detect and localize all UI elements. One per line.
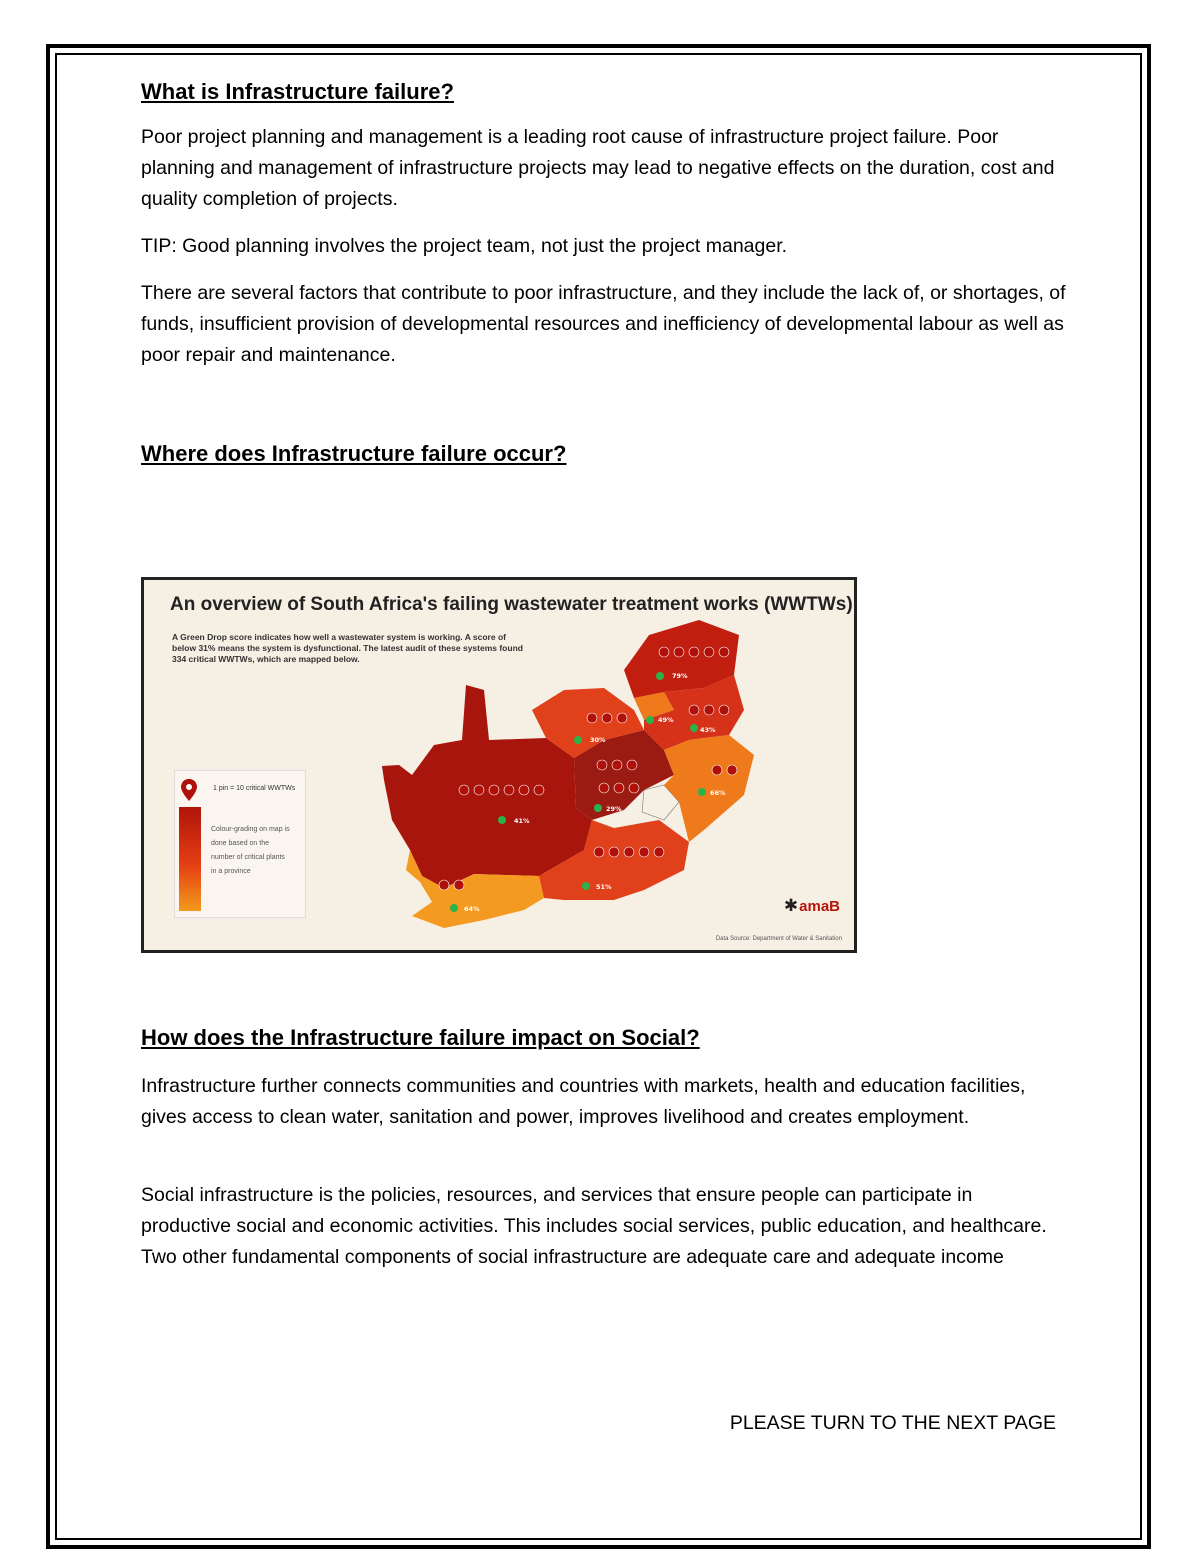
pin [719, 705, 729, 715]
pin [587, 713, 597, 723]
score-mpumalanga: 43% [700, 726, 716, 734]
pin [439, 880, 449, 890]
pin [674, 647, 684, 657]
pin [689, 647, 699, 657]
logo-text: amaB [799, 898, 840, 915]
drop-northern-cape [498, 816, 506, 824]
drop-eastern-cape [582, 882, 590, 890]
figure-subtitle: A Green Drop score indicates how well a wastewater system is working. A score of below 31% means the system is dysfunctional. The latest audit of these systems found 334 critical WWTWs, which are mapped below. [172, 632, 523, 664]
footer-next-page: PLEASE TURN TO THE NEXT PAGE [729, 1412, 1056, 1434]
paragraph-what-2: There are several factors that contribute to poor infrastructure, and they include the lack of, or shortages, of funds, insufficient provision of developmental resources and inefficiency of developmental labour as well as poor repair and maintenance. [141, 282, 1066, 366]
pin [599, 783, 609, 793]
pin [624, 847, 634, 857]
heading-where-failure: Where does Infrastructure failure occur? [141, 441, 567, 466]
pin [454, 880, 464, 890]
score-kwazulu-natal: 66% [710, 789, 726, 797]
pin [712, 765, 722, 775]
pin [659, 647, 669, 657]
pin [534, 785, 544, 795]
paragraph-how-2: Social infrastructure is the policies, resources, and services that ensure people can participate in productive social and economic activities. This includes social services, public education, and healthcare. Two other fundamental components of social infrastructure are adequate care and adequate income [141, 1184, 1047, 1268]
pin [689, 705, 699, 715]
wwtw-map-figure [141, 577, 857, 953]
legend-pin-icon [179, 775, 209, 805]
pin [504, 785, 514, 795]
pin [627, 760, 637, 770]
bug-icon: ✱ [783, 896, 799, 915]
pin [489, 785, 499, 795]
pin [704, 647, 714, 657]
pin [654, 847, 664, 857]
pin [614, 783, 624, 793]
legend-pin-label: 1 pin = 10 critical WWTWs [213, 785, 296, 792]
drop-western-cape [450, 904, 458, 912]
pin [597, 760, 607, 770]
paragraph-tip: TIP: Good planning involves the project team, not just the project manager. [141, 235, 788, 257]
score-free-state: 29% [606, 805, 622, 813]
legend-color-bar [179, 807, 201, 911]
pin [719, 647, 729, 657]
pin [459, 785, 469, 795]
pin [629, 783, 639, 793]
pins-north-west [587, 713, 627, 723]
pin [704, 705, 714, 715]
drop-gauteng [646, 716, 654, 724]
pin [612, 760, 622, 770]
score-gauteng: 49% [658, 716, 674, 724]
pins-mpumalanga [689, 705, 729, 715]
score-limpopo: 79% [672, 672, 688, 680]
heading-what-is-failure: What is Infrastructure failure? [141, 79, 454, 104]
pin [639, 847, 649, 857]
drop-free-state [594, 804, 602, 812]
paragraph-how-1: Infrastructure further connects communities and countries with markets, health and education facilities, gives access to clean water, sanitation and power, improves livelihood and creates employment. [141, 1075, 1026, 1128]
figure-title: An overview of South Africa's failing wastewater treatment works (WWTWs) [170, 594, 853, 615]
pin [602, 713, 612, 723]
pin [727, 765, 737, 775]
drop-north-west [574, 736, 582, 744]
figure-source: Data Source: Department of Water & Sanitation [715, 936, 842, 942]
drop-limpopo [656, 672, 664, 680]
score-northern-cape: 41% [514, 817, 530, 825]
pin [609, 847, 619, 857]
score-north-west: 30% [590, 736, 606, 744]
score-eastern-cape: 51% [596, 883, 612, 891]
legend-note: Colour-grading on map is done based on the number of critical plants in a province [211, 826, 290, 875]
drop-kwazulu-natal [698, 788, 706, 796]
paragraph-what-1: Poor project planning and management is a leading root cause of infrastructure project failure. Poor planning and management of infrastructure projects may lead to negative effects on the duration, cost and quality completion of projects. [141, 126, 1055, 210]
province-kwazulu-natal [664, 735, 754, 842]
pin [519, 785, 529, 795]
drop-mpumalanga [690, 724, 698, 732]
heading-how-impact-social: How does the Infrastructure failure impact on Social? [141, 1025, 700, 1050]
pin [474, 785, 484, 795]
map-legend [174, 770, 306, 918]
score-western-cape: 64% [464, 905, 480, 913]
pin [594, 847, 604, 857]
pin [617, 713, 627, 723]
amab-logo [784, 896, 840, 916]
